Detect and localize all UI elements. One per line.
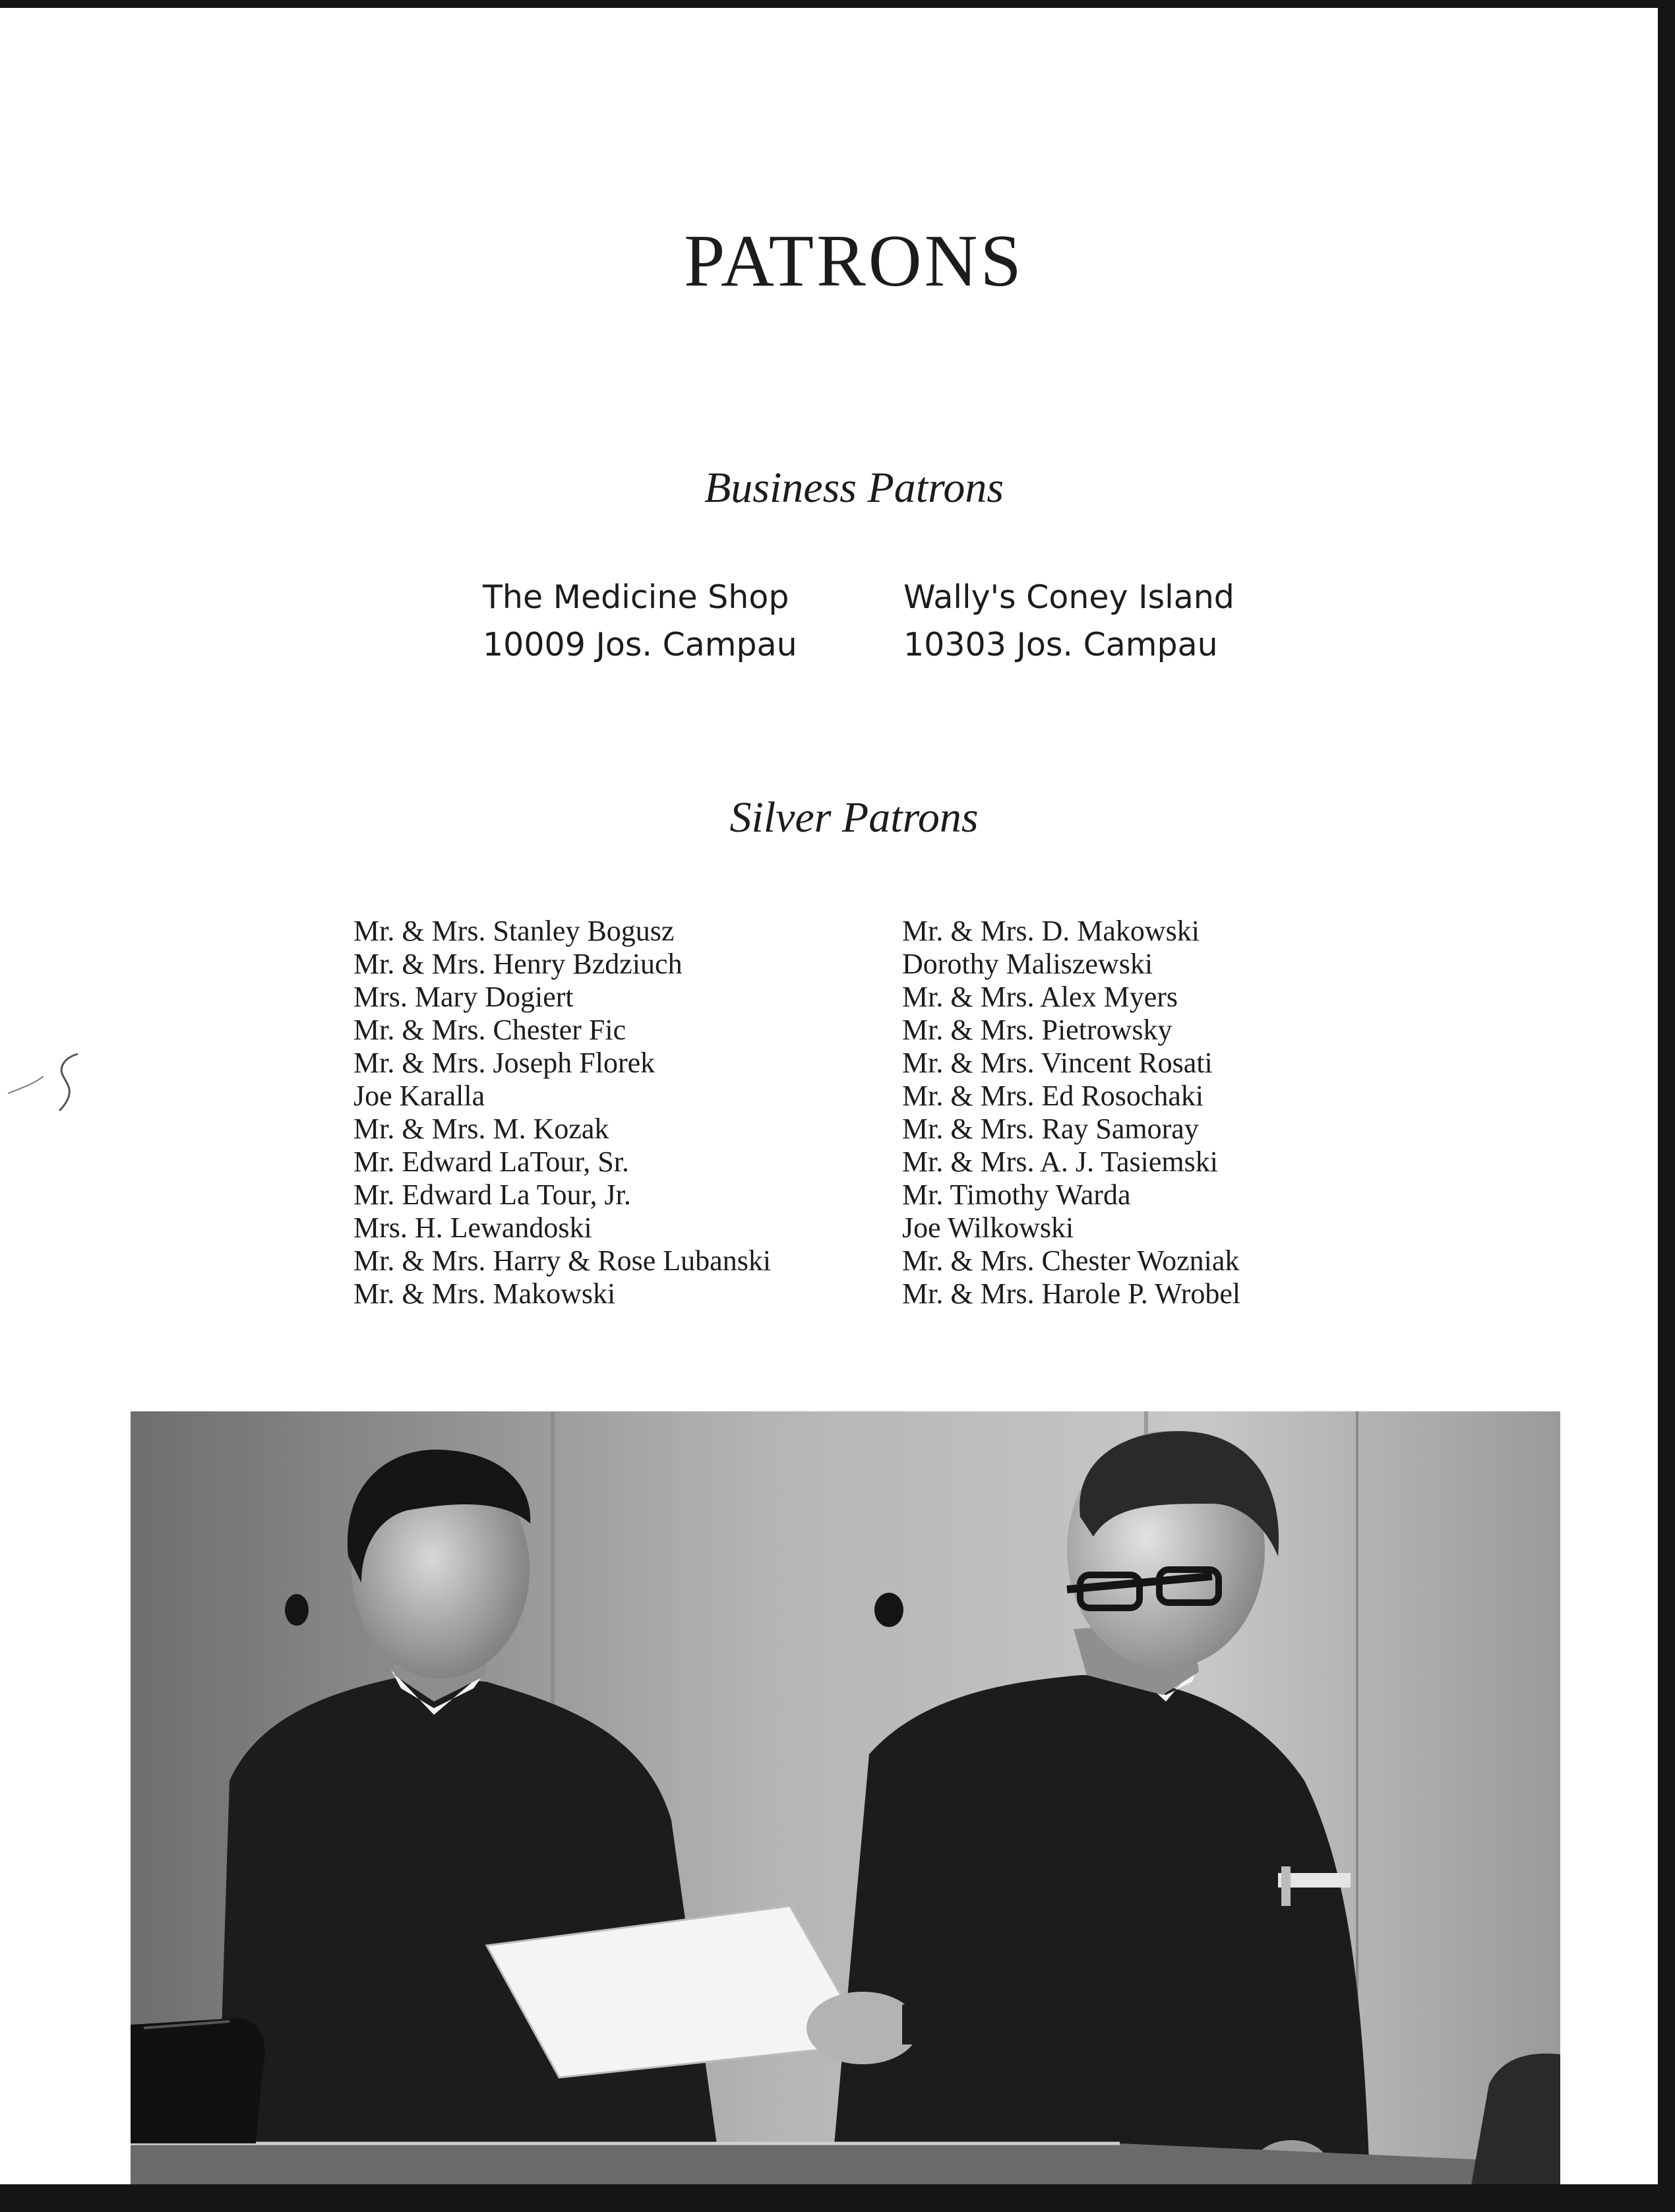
patron-name: Mrs. Mary Dogiert	[353, 981, 574, 1013]
patron-name: Mr. & Mrs. A. J. Tasiemski	[902, 1146, 1218, 1178]
patron-name: Mr. & Mrs. Ed Rosochaki	[902, 1080, 1204, 1112]
business-patron-entry	[483, 574, 797, 669]
patron-name: Mr. & Mrs. Henry Bzdziuch	[353, 948, 683, 980]
patron-name: Mr. & Mrs. Chester Fic	[353, 1014, 626, 1046]
business-patron-entry	[903, 574, 1234, 669]
pencil-mark-icon	[4, 1050, 83, 1129]
business-patron-address: 10303 Jos. Campau	[903, 626, 1218, 663]
patron-name: Mr. Timothy Warda	[902, 1179, 1131, 1211]
patron-name: Mr. & Mrs. M. Kozak	[353, 1113, 609, 1145]
patron-name: Mr. & Mrs. D. Makowski	[902, 915, 1200, 947]
patron-name: Joe Wilkowski	[902, 1212, 1074, 1244]
patron-name: Mr. & Mrs. Pietrowsky	[902, 1014, 1172, 1046]
patron-name: Mr. Edward La Tour, Jr.	[353, 1179, 631, 1211]
patron-name: Mr. & Mrs. Makowski	[353, 1277, 616, 1310]
patron-name: Mr. Edward LaTour, Sr.	[353, 1146, 629, 1178]
patron-name: Mr. & Mrs. Joseph Florek	[353, 1047, 655, 1079]
patron-name: Joe Karalla	[353, 1080, 485, 1112]
page-title: PATRONS	[684, 220, 1024, 302]
photograph-icon	[131, 1411, 1560, 2184]
patron-name: Mrs. H. Lewandoski	[353, 1212, 592, 1244]
silver-patrons-left-column	[353, 915, 771, 1310]
patron-name: Mr. & Mrs. Chester Wozniak	[902, 1244, 1240, 1277]
silver-patrons-right-column	[902, 915, 1240, 1310]
patron-name: Dorothy Maliszewski	[902, 948, 1153, 980]
photo-two-priests	[131, 1411, 1560, 2184]
silver-patrons-heading: Silver Patrons	[729, 793, 979, 842]
business-patron-address: 10009 Jos. Campau	[483, 626, 797, 663]
yearbook-page	[0, 8, 1658, 2184]
patron-name: Mr. & Mrs. Ray Samoray	[902, 1113, 1199, 1145]
patron-name: Mr. & Mrs. Alex Myers	[902, 981, 1178, 1013]
business-patrons-heading: Business Patrons	[704, 464, 1004, 512]
business-patron-name: Wally's Coney Island	[903, 578, 1234, 616]
patron-name: Mr. & Mrs. Harole P. Wrobel	[902, 1277, 1241, 1310]
patron-name: Mr. & Mrs. Harry & Rose Lubanski	[353, 1244, 772, 1277]
patron-name: Mr. & Mrs. Stanley Bogusz	[353, 915, 675, 947]
patron-name: Mr. & Mrs. Vincent Rosati	[902, 1047, 1213, 1079]
business-patron-name: The Medicine Shop	[483, 578, 789, 616]
